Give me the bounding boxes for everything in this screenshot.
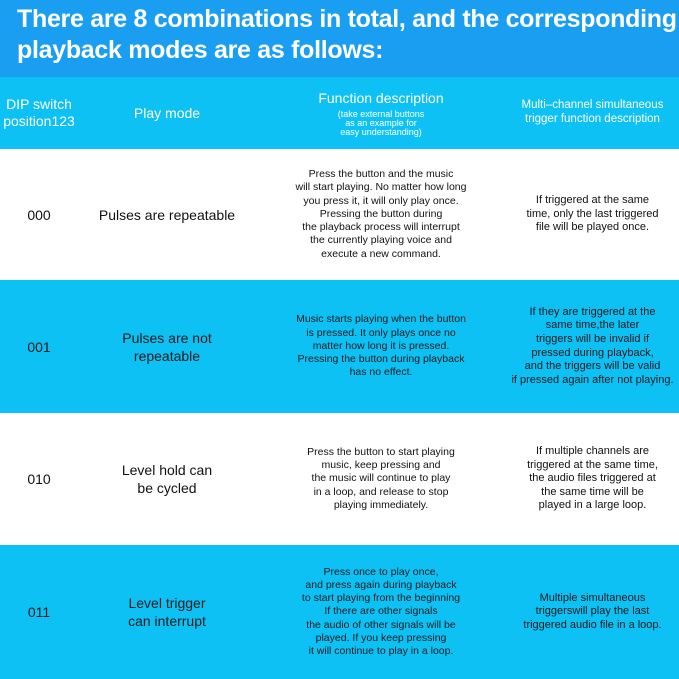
row-multi-value: If triggered at the same time, only the last triggered file will be played once. <box>526 194 659 234</box>
row-code-value: 001 <box>27 338 51 355</box>
row-mode <box>78 545 256 679</box>
row-mode-value: Pulses are repeatable <box>98 206 236 223</box>
row-multi <box>506 149 679 280</box>
row-description-value: Music starts playing when the button is pressed. It only plays once no matter how long it is pressed. Pressing the button during playback has no effect. <box>296 313 466 379</box>
header-function-description-label: Function description <box>318 89 444 106</box>
header-multi-channel <box>506 77 679 149</box>
header-function-description-sub: (take external buttons as an example for easy understanding) <box>337 108 425 137</box>
row-code <box>0 413 78 545</box>
row-multi-value: If multiple channels are triggered at the same time, the audio files triggered at the same time will be played in a large loop. <box>527 445 658 512</box>
row-mode <box>78 413 256 545</box>
row-code-value: 000 <box>27 206 51 223</box>
row-code <box>0 149 78 280</box>
header-play-mode-label: Play mode <box>133 104 201 121</box>
row-multi <box>506 545 679 679</box>
header-play-mode <box>78 77 256 149</box>
header-dip-switch <box>0 77 78 149</box>
row-description <box>256 545 506 679</box>
table-row <box>0 280 679 413</box>
row-mode <box>78 280 256 413</box>
header-multi-channel-label: Multi–channel simultaneous trigger function description <box>521 99 664 125</box>
header-dip-switch-label: DIP switch position123 <box>3 96 75 129</box>
header-function-description <box>256 77 506 149</box>
row-description-value: Press the button and the music will start playing. No matter how long you press it, it will only play once. Pressing the button during the playback process will interrupt the currently playing voice and execute a new command. <box>295 168 467 260</box>
banner <box>0 0 679 77</box>
row-multi <box>506 413 679 545</box>
row-description <box>256 280 506 413</box>
row-description <box>256 149 506 280</box>
row-multi-value: If they are triggered at the same time,the later triggers will be invalid if pressed during playback, and the triggers will be valid if pressed again after not playing. <box>511 305 674 386</box>
row-code-value: 011 <box>27 604 51 620</box>
row-code-value: 010 <box>27 471 51 487</box>
row-description-value: Press the button to start playing music, keep pressing and the music will continue to play in a loop, and release to stop playing immediately. <box>307 445 455 511</box>
row-mode <box>78 149 256 280</box>
table-row <box>0 413 679 545</box>
row-code <box>0 280 78 413</box>
row-mode-value: Level trigger can interrupt <box>128 595 206 629</box>
row-multi-value: Multiple simultaneous triggerswill play the last triggered audio file in a loop. <box>523 591 662 631</box>
row-description-value: Press once to play once, and press again during playback to start playing from the beginning If there are other signals the audio of other signals will be played. If you keep pressing it will continue to play in a loop. <box>301 565 461 657</box>
table-row <box>0 149 679 280</box>
row-code <box>0 545 78 679</box>
banner-title: There are 8 combinations in total, and the corresponding playback modes are as follows: <box>17 5 677 64</box>
table-header <box>0 77 679 149</box>
row-mode-value: Pulses are not repeatable <box>122 329 212 364</box>
row-mode-value: Level hold can be cycled <box>121 462 213 496</box>
row-description <box>256 413 506 545</box>
table-row <box>0 545 679 679</box>
row-multi <box>506 280 679 413</box>
